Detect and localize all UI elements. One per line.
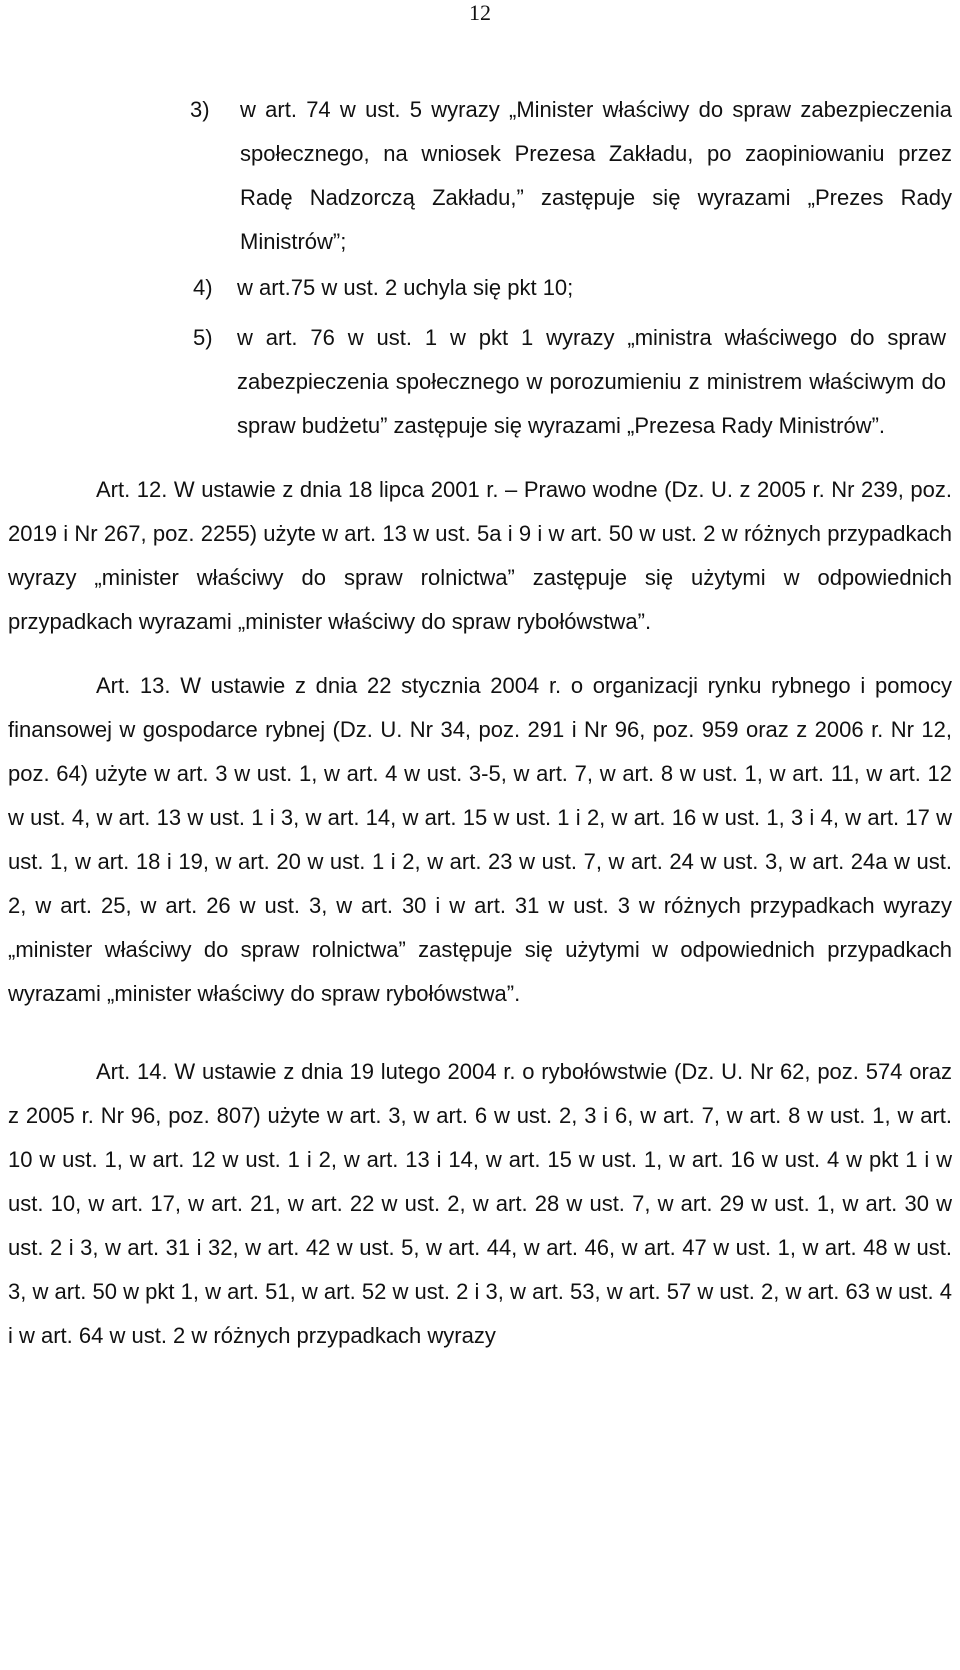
- list-item-text: w art. 76 w ust. 1 w pkt 1 wyrazy „ministra właściwego do spraw zabezpieczenia społecznego w porozumieniu z ministrem właściwym do spraw budżetu” zastępuje się wyrazami „Prezesa Rady Ministrów”.: [237, 325, 946, 438]
- article-13-paragraph: Art. 13. W ustawie z dnia 22 stycznia 2004 r. o organizacji rynku rybnego i pomocy finansowej w gospodarce rybnej (Dz. U. Nr 34, poz. 291 i Nr 96, poz. 959 oraz z 2006 r. Nr 12, poz. 64) użyte w art. 3 w ust. 1, w art. 4 w ust. 3-5, w art. 7, w art. 8 w ust. 1, w art. 11, w art. 12 w ust. 4, w art. 13 w ust. 1 i 3, w art. 14, w art. 15 w ust. 1 i 2, w art. 16 w ust. 1, 3 i 4, w art. 17 w ust. 1, w art. 18 i 19, w art. 20 w ust. 1 i 2, w art. 23 w ust. 7, w art. 24 w ust. 3, w art. 24a w ust. 2, w art. 25, w art. 26 w ust. 3, w art. 30 i w art. 31 w ust. 3 w różnych przypadkach wyrazy „minister właściwy do spraw rolnictwa” zastępuje się użytymi w odpowiednich przypadkach wyrazami „minister właściwy do spraw rybołówstwa”.: [8, 673, 952, 1006]
- article-12-paragraph: Art. 12. W ustawie z dnia 18 lipca 2001 r. – Prawo wodne (Dz. U. z 2005 r. Nr 239, poz. 2019 i Nr 267, poz. 2255) użyte w art. 13 w ust. 5a i 9 i w art. 50 w ust. 2 w różnych przypadkach wyrazy „minister właściwy do spraw rolnictwa” zastępuje się użytymi w odpowiednich przypadkach wyrazami „minister właściwy do spraw rybołówstwa”.: [8, 477, 952, 634]
- list-item-number: 3): [190, 97, 210, 122]
- list-item-number: 4): [193, 275, 213, 300]
- list-item-text: w art.75 w ust. 2 uchyla się pkt 10;: [237, 275, 574, 300]
- list-item: [190, 88, 952, 264]
- list-item: [193, 266, 946, 310]
- article-14-paragraph: Art. 14. W ustawie z dnia 19 lutego 2004 r. o rybołówstwie (Dz. U. Nr 62, poz. 574 oraz z 2005 r. Nr 96, poz. 807) użyte w art. 3, w art. 6 w ust. 2, 3 i 6, w art. 7, w art. 8 w ust. 1, w art. 10 w ust. 1, w art. 12 w ust. 1 i 2, w art. 13 i 14, w art. 15 w ust. 1, w art. 16 w ust. 4 w pkt 1 i w ust. 10, w art. 17, w art. 21, w art. 22 w ust. 2, w art. 28 w ust. 7, w art. 29 w ust. 1, w art. 30 w ust. 2 i 3, w art. 31 i 32, w art. 42 w ust. 5, w art. 44, w art. 46, w art. 47 w ust. 1, w art. 48 w ust. 3, w art. 50 w pkt 1, w art. 51, w art. 52 w ust. 2 i 3, w art. 53, w art. 57 w ust. 2, w art. 63 w ust. 4 i w art. 64 w ust. 2 w różnych przypadkach wyrazy: [8, 1059, 952, 1348]
- page-number: 12: [469, 0, 491, 25]
- list-item: [193, 316, 946, 448]
- document-body: [8, 88, 952, 1358]
- list-item-number: 5): [193, 325, 213, 350]
- list-item-text: w art. 74 w ust. 5 wyrazy „Minister właściwy do spraw zabezpieczenia społecznego, na wniosek Prezesa Zakładu, po zaopiniowaniu przez Radę Nadzorczą Zakładu,” zastępuje się wyrazami „Prezes Rady Ministrów”;: [240, 97, 952, 254]
